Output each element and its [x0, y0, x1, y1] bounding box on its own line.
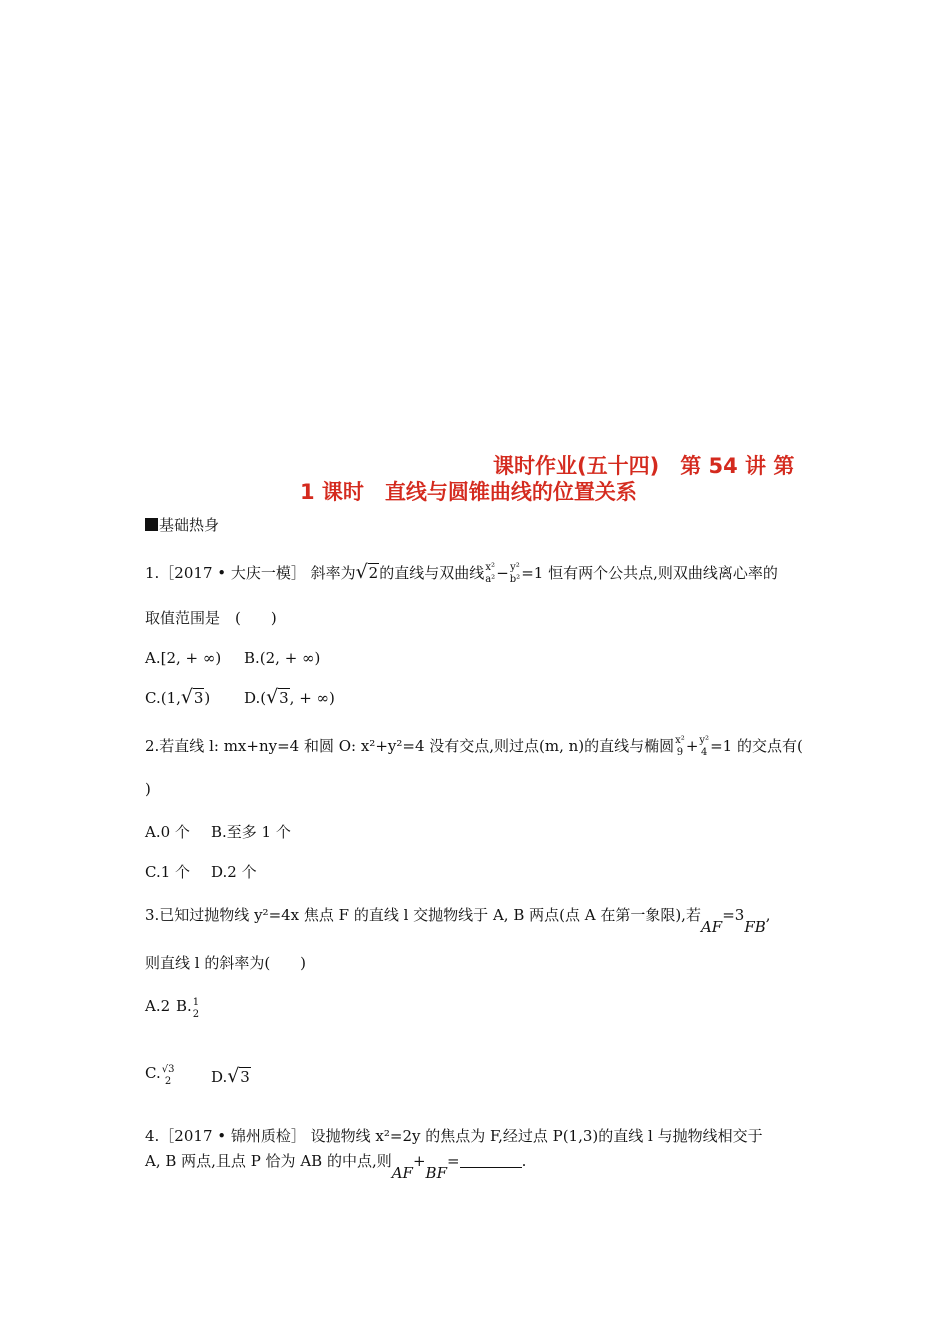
q3-option-c: C. √3 2 [145, 1064, 175, 1087]
question-3-line2: 则直线 l 的斜率为( ) [145, 954, 307, 972]
fraction-y2-4: y² 4 [699, 735, 710, 758]
q1-text-b: 的直线与双曲线 [379, 564, 485, 582]
vector-af: AF [391, 1164, 413, 1182]
q2-option-b: B.至多 1 个 [211, 823, 291, 841]
section-header [145, 514, 219, 535]
q2-option-c: C.1 个 [145, 863, 191, 881]
question-4-line1: 4.［2017 • 锦州质检］ 设抛物线 x²=2y 的焦点为 F,经过点 P(1,3)的直线 l 与抛物线相交于 [145, 1127, 763, 1145]
q3-text-a: 3.已知过抛物线 y²=4x 焦点 F 的直线 l 交抛物线于 A, B 两点(点 A 在第一象限),若 [145, 906, 701, 924]
page-title-line1: 课时作业(五十四) 第 54 讲 第 [493, 454, 795, 478]
q2-text-b: =1 的交点有( [710, 737, 803, 755]
vector-bf: BF [425, 1164, 447, 1182]
q1-text-c: =1 恒有两个公共点,则双曲线离心率的 [521, 564, 778, 582]
question-1-line1: 1.［2017 • 大庆一模］ 斜率为√ 2的直线与双曲线 x² a² − y² b² =1 恒有两个公共点,则双曲线离心率的 [145, 562, 778, 586]
q2-option-a: A.0 个 [145, 823, 190, 841]
question-4-line2: A, B 两点,且点 P 恰为 AB 的中点,则AF+BF= . [145, 1152, 527, 1182]
sqrt-3: √ 3 [181, 689, 205, 707]
q3-option-d: D.√ 3 [211, 1068, 251, 1086]
page-title-line2: 1 课时 直线与圆锥曲线的位置关系 [300, 480, 637, 504]
fraction-sqrt3-2: √3 2 [161, 1064, 175, 1087]
q2-text: 2.若直线 l: mx+ny=4 和圆 O: x²+y²=4 没有交点,则过点(m, n)的直线与椭圆 [145, 737, 675, 755]
sqrt-2: √ 2 [356, 564, 380, 582]
q4-text: A, B 两点,且点 P 恰为 AB 的中点,则 [145, 1152, 392, 1170]
q3-option-a: A.2 [145, 997, 171, 1015]
q1-option-d: D.(√ 3, + ∞) [244, 689, 335, 707]
question-2-line2: ) [145, 780, 151, 798]
fraction-x2-a2: x² a² [485, 562, 496, 585]
fraction-x2-9: x² 9 [675, 735, 685, 758]
sqrt-3: √ 3 [266, 689, 290, 707]
vector-fb: FB [744, 918, 766, 936]
answer-blank[interactable] [460, 1153, 522, 1168]
fraction-y2-b2: y² b² [509, 562, 521, 585]
question-2-line1: 2.若直线 l: mx+ny=4 和圆 O: x²+y²=4 没有交点,则过点(m, n)的直线与椭圆 x² 9 + y² 4 =1 的交点有( [145, 735, 803, 758]
q1-option-c: C.(1,√ 3) [145, 689, 210, 707]
question-1-line2: 取值范围是 ( ) [145, 609, 277, 627]
q2-option-d: D.2 个 [211, 863, 257, 881]
q3-option-b: B. 1 2 [176, 997, 200, 1020]
q1-option-b: B.(2, + ∞) [244, 649, 321, 667]
question-3-line1: 3.已知过抛物线 y²=4x 焦点 F 的直线 l 交抛物线于 A, B 两点(点 A 在第一象限),若AF=3FB, [145, 906, 771, 936]
sqrt-3: √ 3 [227, 1068, 251, 1086]
vector-af: AF [700, 918, 723, 936]
q1-option-a: A.[2, + ∞) [145, 649, 222, 667]
section-label: 基础热身 [159, 516, 220, 534]
square-bullet-icon [145, 518, 158, 531]
fraction-1-2: 1 2 [192, 997, 200, 1020]
q1-text-a: 1.［2017 • 大庆一模］ 斜率为 [145, 564, 356, 582]
